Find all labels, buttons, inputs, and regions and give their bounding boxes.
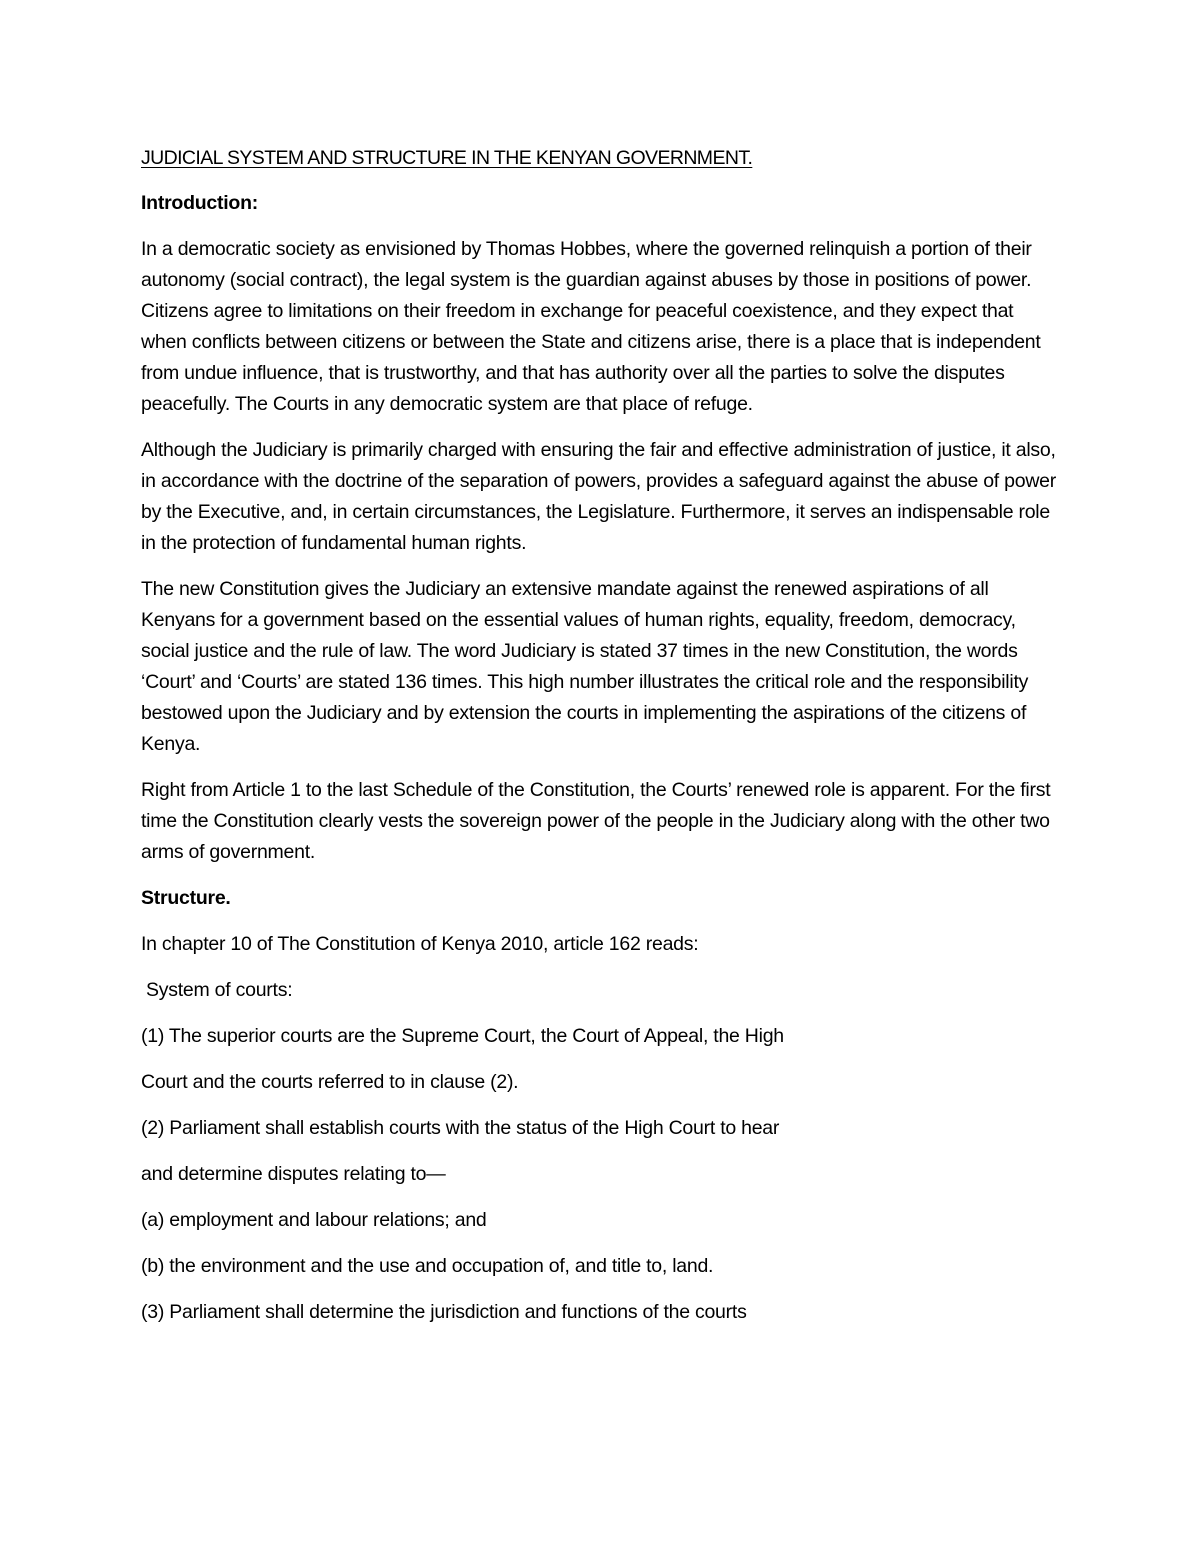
- structure-line: (3) Parliament shall determine the jurisdiction and functions of the courts: [141, 1301, 747, 1323]
- paragraph-article-one: Right from Article 1 to the last Schedule of the Constitution, the Courts’ renewed role is apparent. For the first time the Constitution clearly vests the sovereign power of the people in the Judiciary along with the other two arms of government.: [141, 779, 1051, 863]
- structure-line: Court and the courts referred to in clause (2).: [141, 1071, 519, 1093]
- document-title: JUDICIAL SYSTEM AND STRUCTURE IN THE KENYAN GOVERNMENT.: [141, 147, 753, 169]
- structure-line: and determine disputes relating to—: [141, 1163, 446, 1185]
- paragraph-constitution-mandate: The new Constitution gives the Judiciary an extensive mandate against the renewed aspirations of all Kenyans for a government based on the essential values of human rights, equality, freedom, democracy, social justice and the rule of law. The word Judiciary is stated 37 times in the new Constitution, the words ‘Court’ and ‘Courts’ are stated 136 times. This high number illustrates the critical role and the responsibility bestowed upon the Judiciary and by extension the courts in implementing the aspirations of the citizens of Kenya.: [141, 578, 1029, 755]
- structure-line: In chapter 10 of The Constitution of Kenya 2010, article 162 reads:: [141, 933, 699, 955]
- structure-heading: Structure.: [141, 887, 231, 909]
- structure-line: (1) The superior courts are the Supreme Court, the Court of Appeal, the High: [141, 1025, 784, 1047]
- introduction-heading: Introduction:: [141, 192, 258, 214]
- structure-line: (2) Parliament shall establish courts with the status of the High Court to hear: [141, 1117, 780, 1139]
- paragraph-intro: In a democratic society as envisioned by Thomas Hobbes, where the governed relinquish a portion of their autonomy (social contract), the legal system is the guardian against abuses by those in positions of power. Citizens agree to limitations on their freedom in exchange for peaceful coexistence, and they expect that when conflicts between citizens or between the State and citizens arise, there is a place that is independent from undue influence, that is trustworthy, and that has authority over all the parties to solve the disputes peacefully. The Courts in any democratic system are that place of refuge.: [141, 238, 1041, 415]
- structure-line: (b) the environment and the use and occupation of, and title to, land.: [141, 1255, 714, 1277]
- structure-line: System of courts:: [146, 979, 293, 1001]
- structure-line: (a) employment and labour relations; and: [141, 1209, 487, 1231]
- paragraph-judiciary-role: Although the Judiciary is primarily charged with ensuring the fair and effective administration of justice, it also, in accordance with the doctrine of the separation of powers, provides a safeguard against the abuse of power by the Executive, and, in certain circumstances, the Legislature. Furthermore, it serves an indispensable role in the protection of fundamental human rights.: [141, 439, 1056, 554]
- document-body: [141, 143, 1061, 1343]
